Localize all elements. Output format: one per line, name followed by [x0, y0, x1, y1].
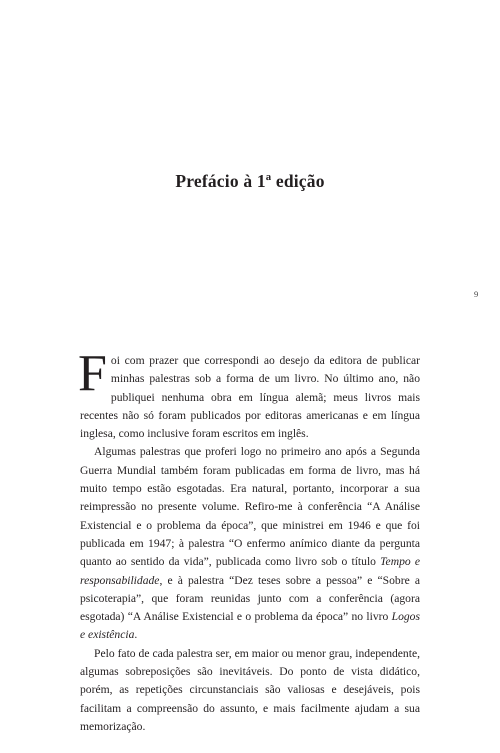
book-title-tempo: Tempo e responsabilidade — [80, 555, 421, 587]
page-number: 9 — [474, 289, 479, 299]
paragraph-2 — [80, 443, 420, 644]
body-text — [78, 345, 421, 736]
paragraph-1 — [78, 345, 420, 443]
page-title: Prefácio à 1ª edição — [175, 171, 325, 191]
paragraph-2-text-c: . — [134, 628, 138, 642]
drop-cap: F — [78, 345, 107, 402]
paragraph-2-text-a: Algumas palestras que proferi logo no primeiro ano após a Segunda Guerra Mundial também foram publicadas em forma de livro, mas há muito tempo estão esgotadas. Era natural, portanto, incorporar a sua reimpressão no presente volume. Refiro-me à conferência “A Análise Existencial e o problema da época”, que ministrei em 1946 e que foi publicada em 1947; à palestra “O enfermo anímico diante da pergunta quanto ao sentido da vida”, publicada como livro sob o título — [80, 445, 420, 569]
book-title-logos: Logos e existência — [80, 610, 420, 642]
paragraph-2-text-b: , e à palestra “Dez teses sobre a pessoa” e “Sobre a psicoterapia”, que foram reunidas junto com a conferência (agora esgotada) “A Análise Existencial e o problema da época” no livro — [80, 573, 420, 624]
paragraph-3 — [80, 645, 420, 736]
paragraph-3-text: Pelo fato de cada palestra ser, em maior ou menor grau, independente, algumas sobreposições são inevitáveis. Do ponto de vista didático, porém, as repetições circunstanciais são valiosas e desejáveis, pois facilitam a compreensão do assunto, e mais facilmente ajudam a sua memorização. — [80, 646, 420, 733]
paragraph-1-text: oi com prazer que correspondi ao desejo da editora de publicar minhas palestras sob a forma de um livro. No último ano, não publiquei nenhuma obra em língua alemã; meus livros mais recentes não só foram publicados por editoras americanas e em língua inglesa, como inclusive foram escritos em inglês. — [80, 354, 420, 441]
